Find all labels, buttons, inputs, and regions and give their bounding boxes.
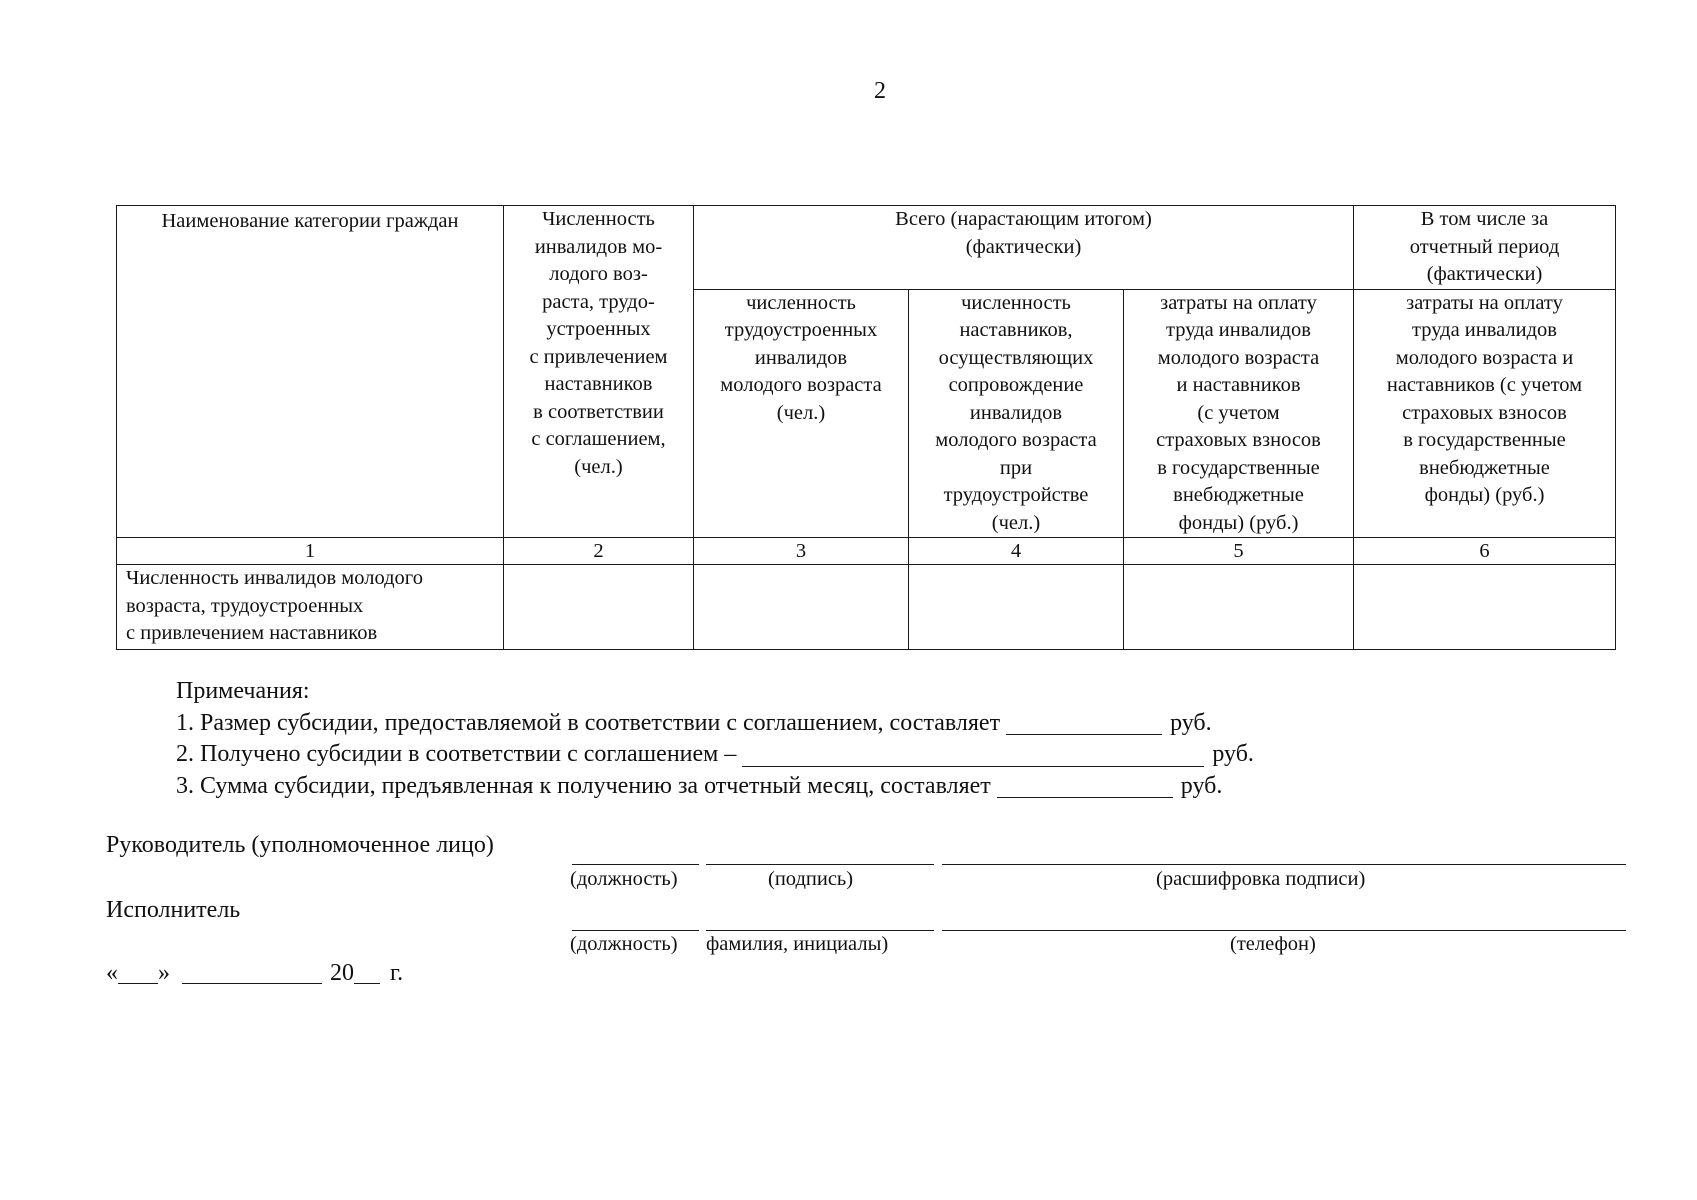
received-amount-field[interactable] — [742, 742, 1204, 767]
head-caption-signature: (подпись) — [768, 868, 854, 890]
header-sub-costs-period: затраты на оплату труда инвалидов молодого возраста и наставников (с учетом страховых взносов в государственные внебюджетные фонды) (руб.) — [1354, 289, 1616, 538]
table-cell[interactable] — [694, 565, 909, 650]
head-label: Руководитель (уполномоченное лицо) — [106, 832, 494, 858]
date-year-prefix: 20 — [330, 960, 354, 986]
header-sub-costs-total: затраты на оплату труда инвалидов молодого возраста и наставников (с учетом страховых взносов в государственные внебюджетные фонды) (руб.) — [1124, 289, 1354, 538]
note-text: 2. Получено субсидии в соответствии с соглашением – — [176, 741, 737, 767]
head-position-line[interactable] — [572, 864, 699, 865]
date-month-field[interactable] — [182, 961, 322, 984]
column-number-row — [117, 538, 1616, 565]
date-day-field[interactable] — [118, 961, 158, 984]
executor-caption-position: (должность) — [570, 933, 678, 955]
note-unit: руб. — [1180, 772, 1223, 799]
executor-caption-phone: (телефон) — [1230, 933, 1316, 955]
row-label: Численность инвалидов молодого возраста, трудоустроенных с привлечением наставников — [117, 565, 504, 650]
column-number: 6 — [1354, 538, 1616, 565]
table-cell[interactable] — [504, 565, 694, 650]
notes-section — [176, 676, 1476, 802]
table-cell[interactable] — [1124, 565, 1354, 650]
executor-phone-line[interactable] — [942, 930, 1626, 931]
note-unit: руб. — [1170, 709, 1212, 736]
column-number: 3 — [694, 538, 909, 565]
date-close-quote: » — [158, 960, 170, 986]
note-item — [176, 739, 1476, 771]
table-row — [117, 565, 1616, 650]
date-open-quote: « — [106, 960, 118, 986]
executor-caption-name: фамилия, инициалы) — [706, 933, 889, 955]
head-caption-position: (должность) — [570, 868, 678, 890]
subsidy-amount-field[interactable] — [1006, 710, 1162, 735]
column-number: 4 — [909, 538, 1124, 565]
executor-name-line[interactable] — [706, 930, 934, 931]
header-period-group: В том числе за отчетный период (фактически) — [1354, 206, 1616, 290]
note-text: 1. Размер субсидии, предоставляемой в соответствии с соглашением, составляет — [176, 709, 1001, 736]
column-number: 1 — [117, 538, 504, 565]
head-caption-name: (расшифровка подписи) — [1156, 868, 1366, 890]
header-total-group: Всего (нарастающим итогом) (фактически) — [694, 206, 1354, 290]
executor-position-line[interactable] — [572, 930, 699, 931]
table-cell[interactable] — [909, 565, 1124, 650]
header-category: Наименование категории граждан — [117, 206, 504, 538]
page-number: 2 — [874, 78, 886, 104]
executor-label: Исполнитель — [106, 897, 241, 923]
header-employed-count: Численность инвалидов мо- лодого воз- раста, трудо- устроенных с привлечением наставников в соответствии с соглашением, (чел.) — [504, 206, 694, 538]
claimed-amount-field[interactable] — [997, 773, 1173, 798]
column-number: 2 — [504, 538, 694, 565]
notes-title: Примечания: — [176, 678, 310, 704]
date-year-field[interactable] — [354, 961, 380, 984]
date-line — [106, 960, 403, 987]
table-header-row — [117, 206, 1616, 290]
head-name-line[interactable] — [942, 864, 1626, 865]
note-text: 3. Сумма субсидии, предъявленная к получению за отчетный месяц, составляет — [176, 772, 991, 799]
column-number: 5 — [1124, 538, 1354, 565]
header-sub-employed: численность трудоустроенных инвалидов молодого возраста (чел.) — [694, 289, 909, 538]
report-table — [116, 205, 1616, 650]
date-year-suffix: г. — [390, 960, 404, 986]
note-item — [176, 708, 1476, 740]
header-sub-mentors: численность наставников, осуществляющих сопровождение инвалидов молодого возраста при трудоустройстве (чел.) — [909, 289, 1124, 538]
table-cell[interactable] — [1354, 565, 1616, 650]
head-signature-line[interactable] — [706, 864, 934, 865]
note-unit: руб. — [1212, 741, 1254, 767]
note-item — [176, 771, 1476, 803]
